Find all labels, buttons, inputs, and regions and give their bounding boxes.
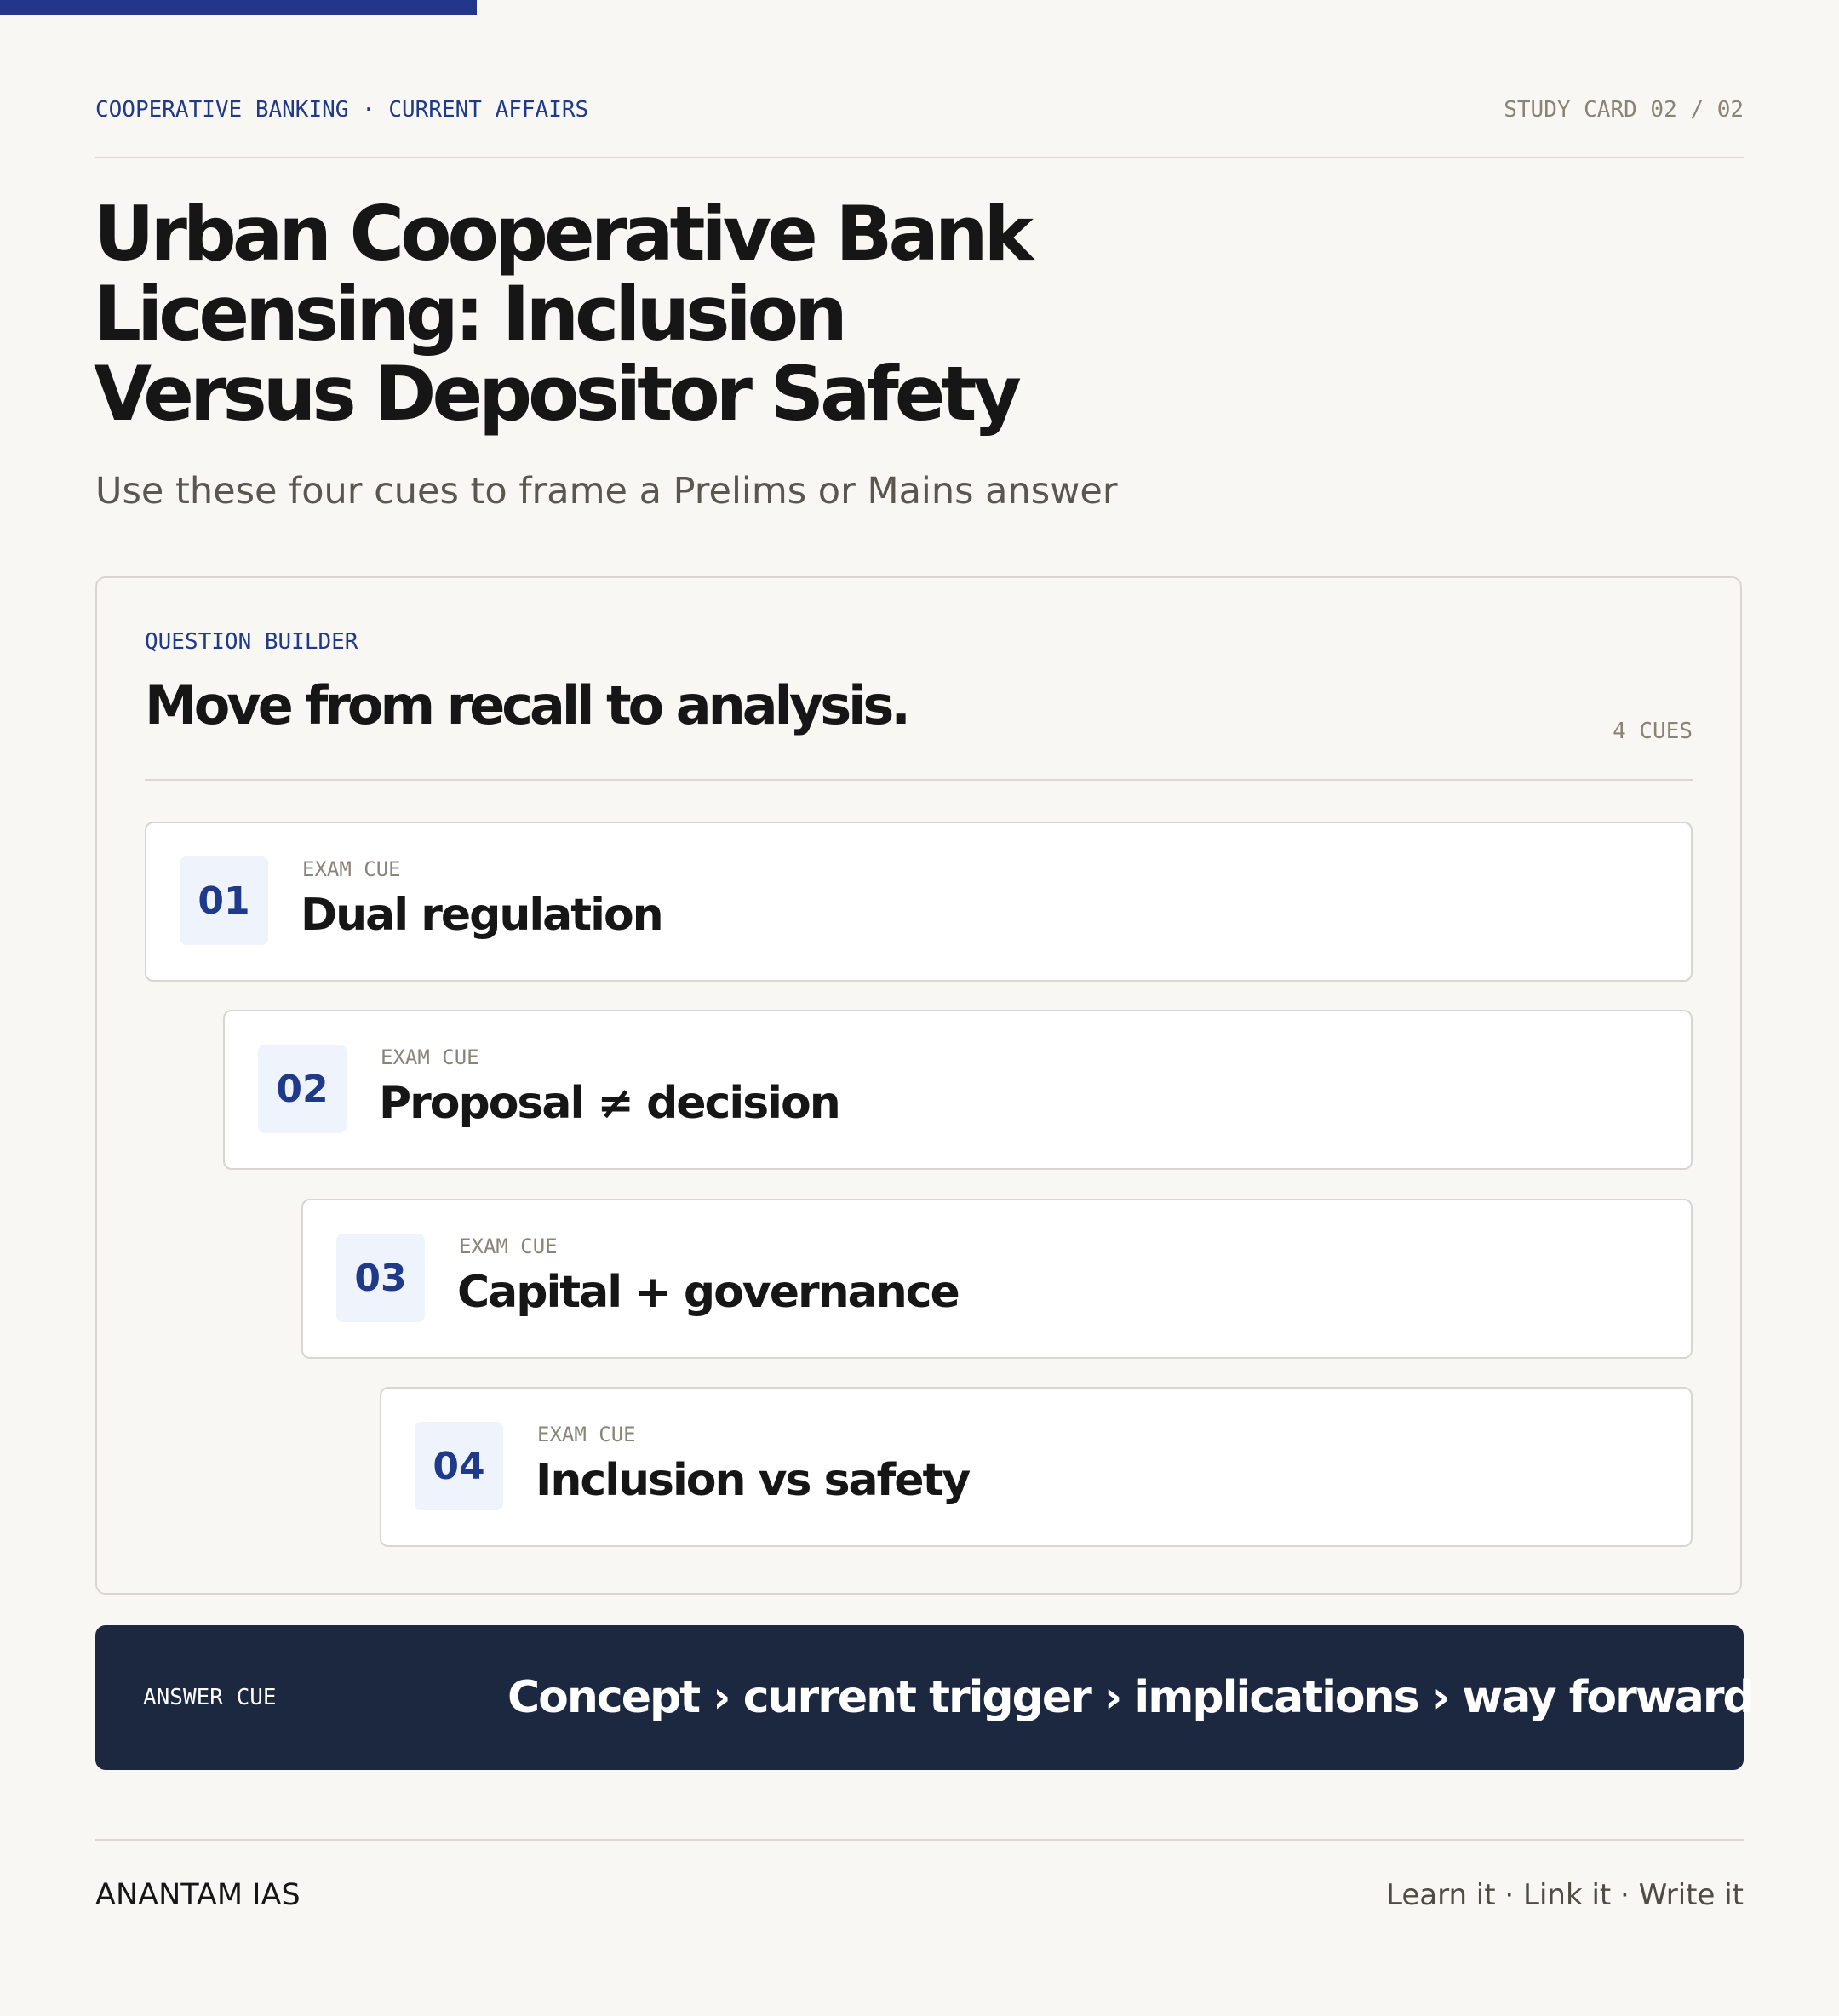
cue-title: Inclusion vs safety: [536, 1455, 970, 1506]
question-builder: [95, 576, 1742, 1595]
category-label: COOPERATIVE BANKING · CURRENT AFFAIRS: [95, 97, 589, 123]
answer-cue-flow: Concept › current trigger › implications › way forward: [507, 1672, 1753, 1723]
cue-kicker: EXAM CUE: [537, 1423, 636, 1446]
cue-card: [145, 822, 1693, 982]
cue-number: 02: [258, 1045, 347, 1133]
divider: [95, 1839, 1744, 1841]
cue-number: 01: [180, 856, 268, 945]
footer-tagline: Learn it · Link it · Write it: [1385, 1878, 1744, 1912]
card-meta: [95, 94, 1744, 125]
accent-bar: [0, 0, 477, 15]
answer-cue-band: [95, 1625, 1753, 1770]
cue-card: [301, 1199, 1693, 1359]
cue-title: Dual regulation: [301, 890, 662, 941]
divider: [95, 157, 1744, 158]
builder-heading: Move from recall to analysis.: [145, 674, 908, 736]
cue-title: Capital + governance: [457, 1267, 959, 1318]
brand-name: ANANTAM IAS: [95, 1878, 301, 1912]
cue-number: 04: [415, 1422, 503, 1510]
cue-title: Proposal ≠ decision: [379, 1078, 839, 1129]
cue-card: [380, 1387, 1693, 1547]
cue-kicker: EXAM CUE: [381, 1045, 479, 1069]
answer-cue-label: ANSWER CUE: [143, 1685, 277, 1710]
divider: [145, 779, 1693, 781]
cue-kicker: EXAM CUE: [459, 1234, 558, 1258]
page-subtitle: Use these four cues to frame a Prelims or Mains answer: [95, 470, 1118, 513]
cue-count: 4 CUES: [1613, 719, 1693, 744]
cue-kicker: EXAM CUE: [302, 857, 401, 881]
card-position: STUDY CARD 02 / 02: [1504, 97, 1744, 123]
cue-number: 03: [336, 1234, 425, 1322]
page-title: Urban Cooperative Bank Licensing: Inclusion Versus Depositor Safety: [94, 190, 1030, 438]
builder-label: QUESTION BUILDER: [145, 629, 358, 655]
cue-card: [223, 1010, 1693, 1170]
